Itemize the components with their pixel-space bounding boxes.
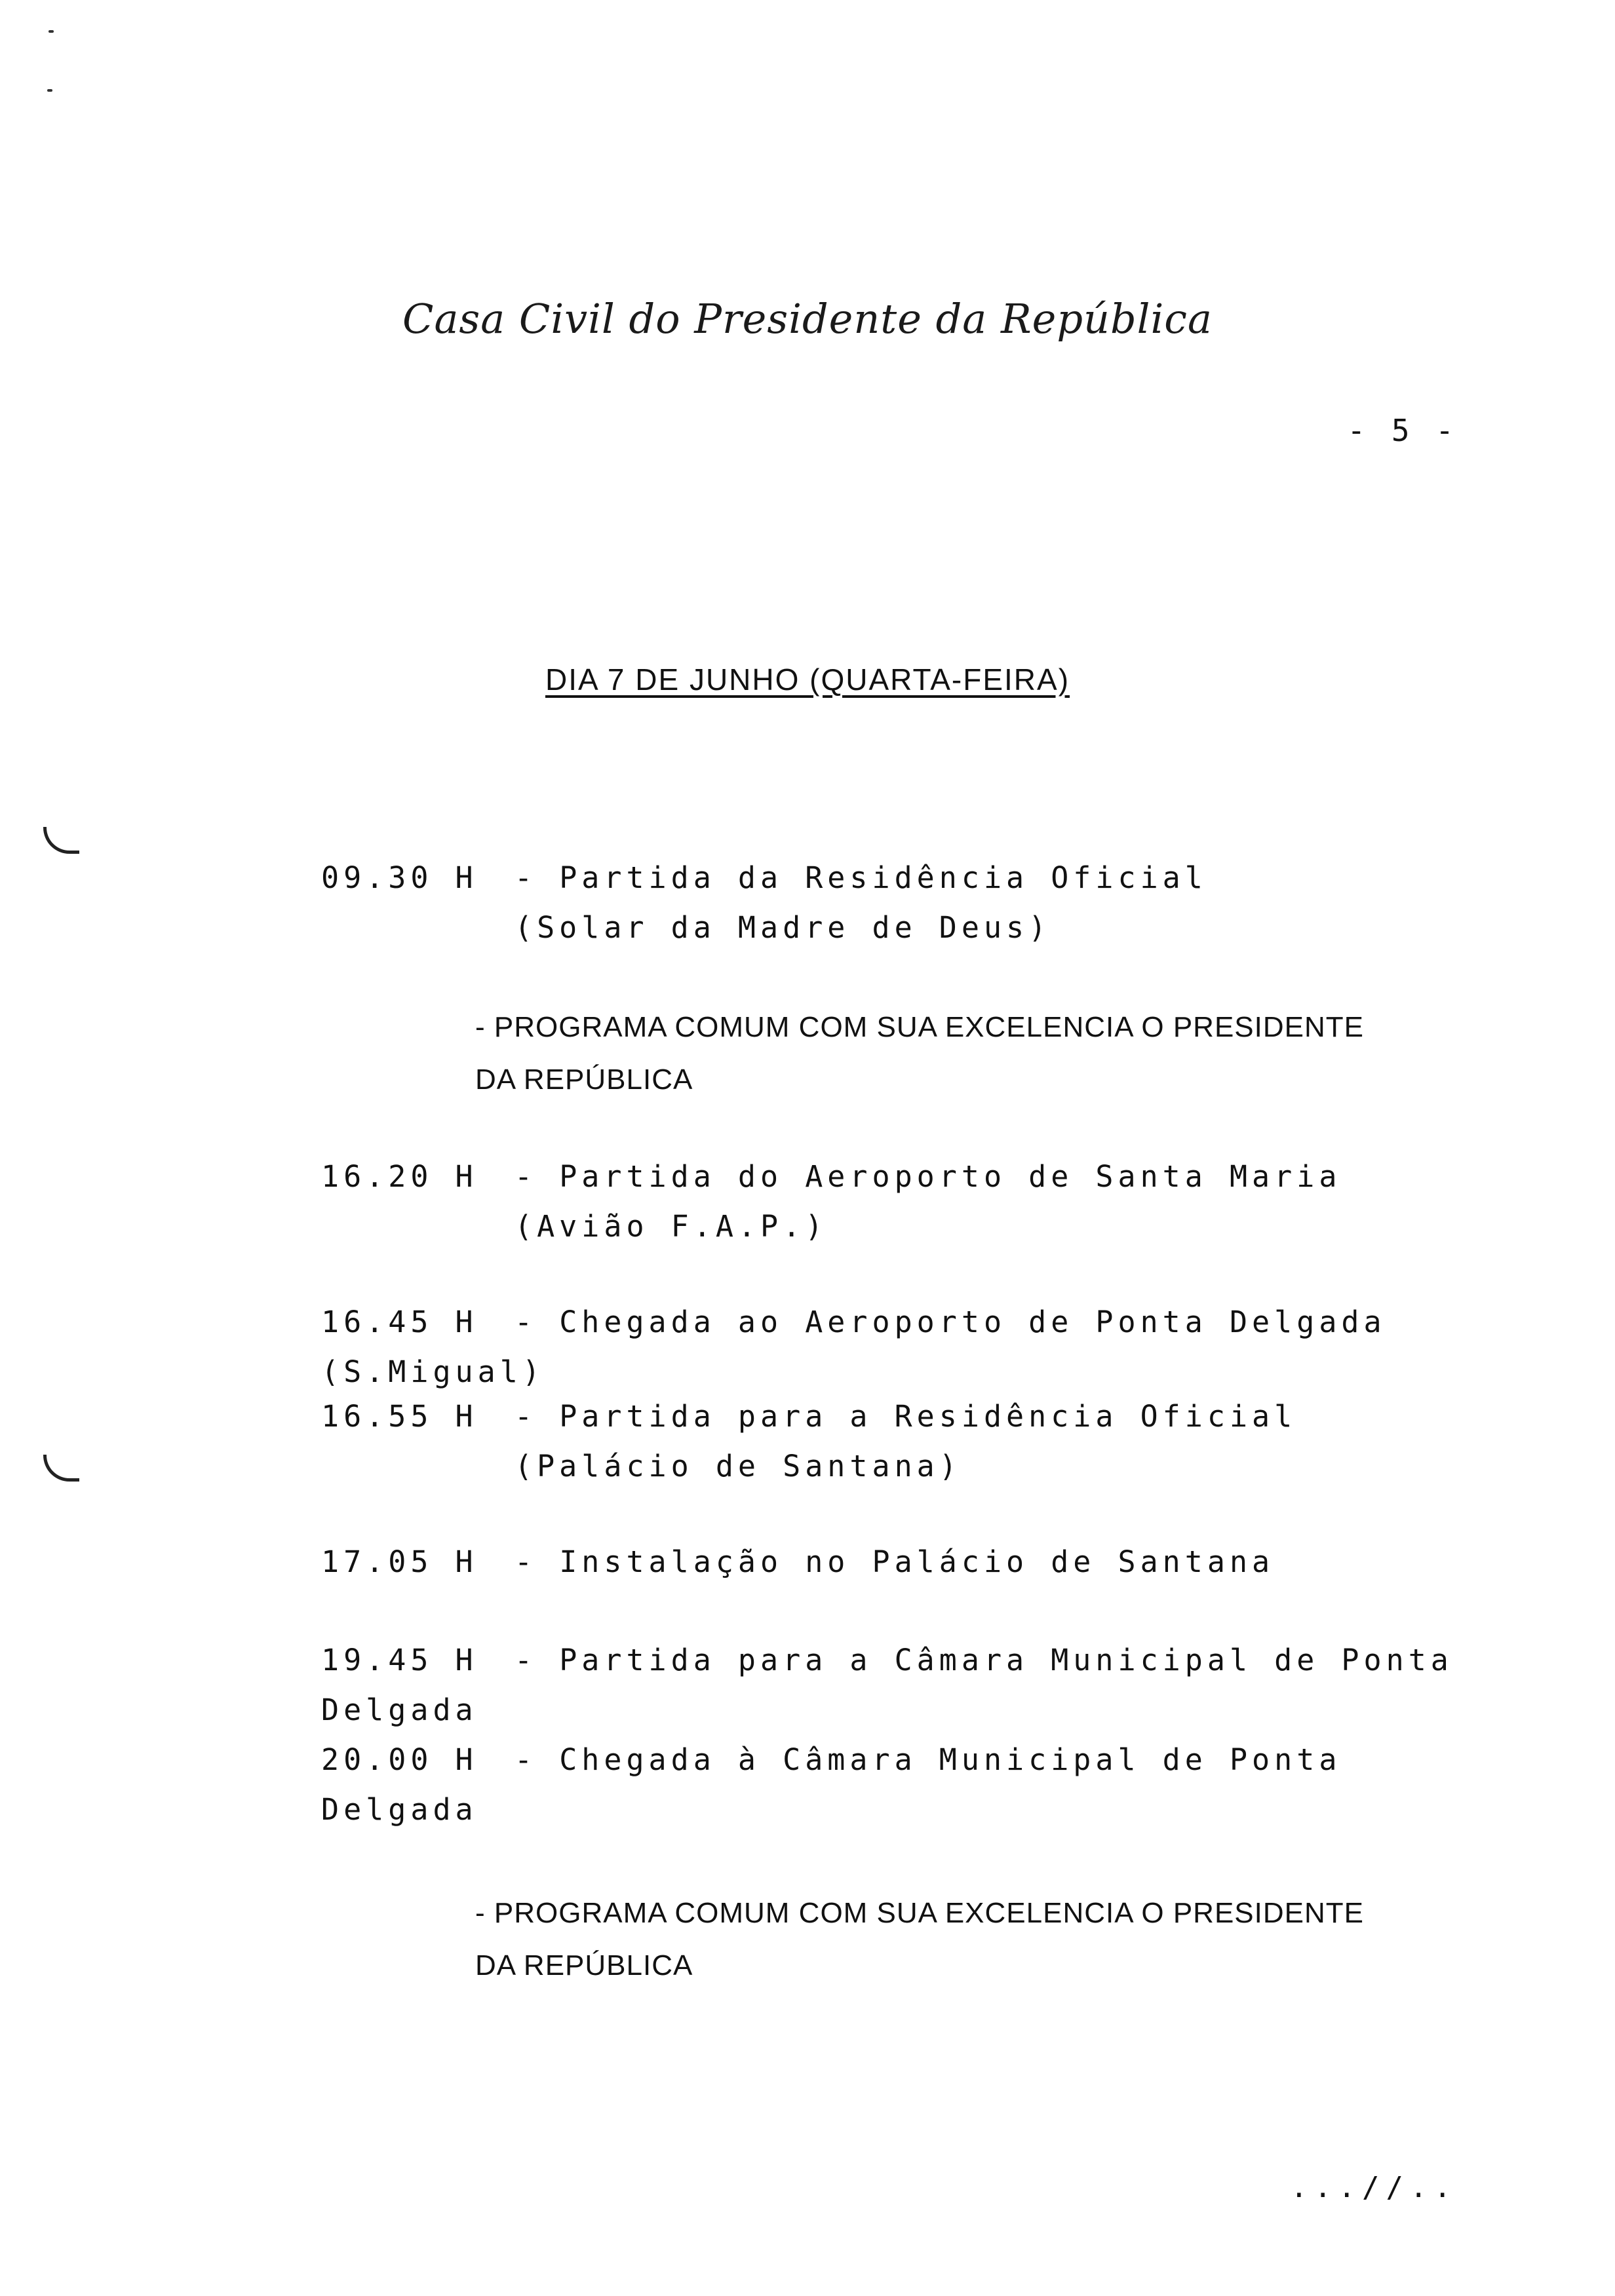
day-heading: DIA 7 DE JUNHO (QUARTA-FEIRA) [545,662,1070,697]
schedule-entry [321,853,1475,953]
entry-dash: - [515,1643,537,1677]
common-programme-line: DA REPÚBLICA [475,1063,693,1096]
margin-speck [49,30,54,33]
entry-time: 16.45 H [321,1305,478,1339]
common-programme-line: - PROGRAMA COMUM COM SUA EXCELENCIA O PRESIDENTE [475,1011,1364,1043]
entry-dash: - [515,1305,537,1339]
schedule-entry [321,1152,1475,1252]
entry-description: Partida para a Câmara Municipal de Ponta Delgada [321,1643,1453,1727]
entry-time: 17.05 H [321,1544,478,1579]
entry-description-continued: (Solar da Madre de Deus) [515,910,1051,945]
schedule-entry [321,1297,1475,1397]
letterhead: Casa Civil do Presidente da República [402,295,1213,343]
entry-time: 20.00 H [321,1742,478,1777]
entry-dash: - [515,1159,537,1194]
entry-description: Chegada à Câmara Municipal de Ponta Delgada [321,1742,1342,1827]
schedule-entry [321,1636,1475,1735]
entry-dash: - [515,860,537,895]
margin-speck [47,89,52,92]
entry-time: 19.45 H [321,1643,478,1677]
common-programme-note [475,1887,1478,1992]
entry-dash: - [515,1742,537,1777]
common-programme-line: DA REPÚBLICA [475,1949,693,1981]
margin-check-mark [43,827,79,854]
entry-description-continued: (Palácio de Santana) [515,1449,962,1483]
common-programme-line: - PROGRAMA COMUM COM SUA EXCELENCIA O PRESIDENTE [475,1897,1364,1929]
entry-time: 16.20 H [321,1159,478,1194]
continuation-mark: ...//.. [1290,2171,1458,2204]
entry-description: Partida para a Residência Oficial [559,1399,1297,1434]
page-number: - 5 - [1347,413,1458,448]
entry-time: 09.30 H [321,860,478,895]
entry-description: Chegada ao Aeroporto de Ponta Delgada (S.Migual) [321,1305,1386,1389]
entry-description: Partida do Aeroporto de Santa Maria [559,1159,1342,1194]
entry-description: Instalação no Palácio de Santana [559,1544,1275,1579]
entry-description: Partida da Residência Oficial [559,860,1207,895]
entry-description-continued: (Avião F.A.P.) [515,1209,828,1244]
schedule-entry [321,1392,1475,1491]
entry-dash: - [515,1544,537,1579]
entry-dash: - [515,1399,537,1434]
common-programme-note [475,1001,1478,1106]
margin-check-mark [43,1455,79,1482]
entry-time: 16.55 H [321,1399,478,1434]
schedule-entry [321,1735,1475,1835]
schedule-entry [321,1537,1475,1587]
